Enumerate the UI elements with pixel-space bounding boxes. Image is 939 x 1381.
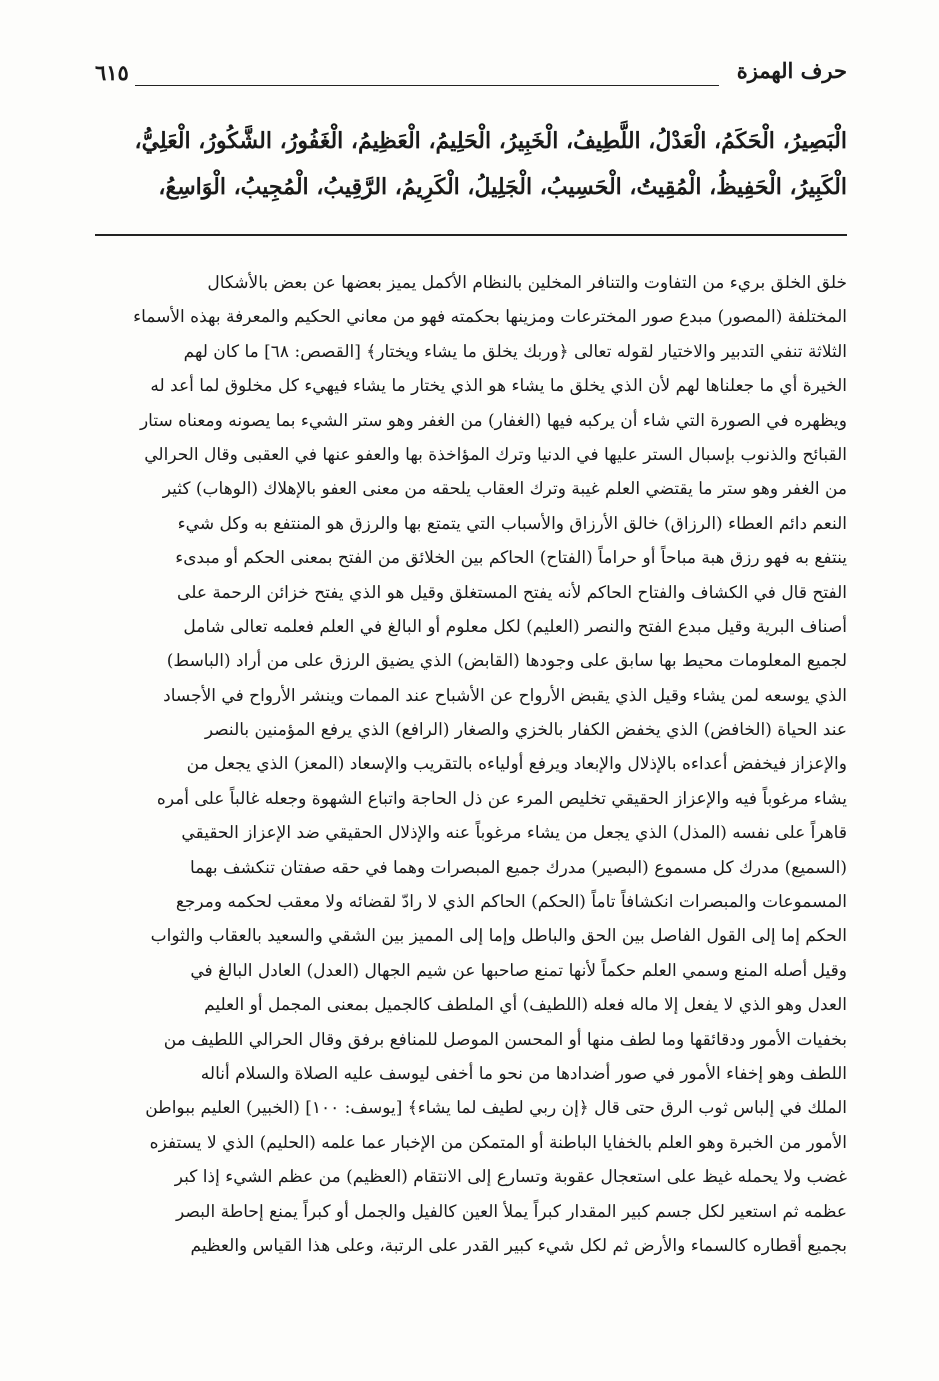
text-line: بخفيات الأمور ودقائقها وما لطف منها أو المحسن الموصل للمنافع برفق وقال الحرالي اللطيف من: [163, 1029, 847, 1050]
text-line: الفتح قال في الكشاف والفتاح الحاكم لأنه يفتح المستغلق وقيل هو الذي يفتح خزائن الرحمة على: [177, 582, 847, 603]
text-line: (السميع) مدرك كل مسموع (البصير) مدرك جميع المبصرات وهما في حقه صفتان تنكشف بهما: [190, 857, 847, 878]
text-line: الحكم إما إلى القول الفاصل بين الحق والباطل وإما إلى المميز بين الشقي والسعيد بالعقاب والثواب: [150, 926, 847, 947]
page-header: [95, 58, 847, 98]
text-line: المسموعات والمبصرات انكشافاً تاماً (الحكم) الحاكم الذي لا رادّ لقضائه ولا معقب لحكمه ومرجع: [175, 892, 847, 913]
text-line: عظمه ثم استعير لكل جسم كبير المقدار كبراً يملأ العين كالفيل والجمل أو كبراً يمنع إحاطة البصر: [176, 1201, 847, 1222]
text-line: يشاء مرغوباً فيه والإعزاز الحقيقي تخليص المرء عن ذل الحاجة واتباع الشهوة وجعله غالباً على أمره: [156, 788, 847, 809]
text-line: المختلفة (المصور) مبدع صور المخترعات ومزينها بحكمته فهو من معاني الحكيم والمعرفة بهذه الأسماء: [133, 307, 847, 328]
section-divider: [95, 234, 847, 236]
page-number: ٦١٥: [95, 60, 129, 85]
header-rule: [135, 85, 719, 86]
text-line: الخيرة أي ما جعلناها لهم لأن الذي يخلق ما يشاء هو الذي يختار ما يشاء فيهيء كل مخلوق لما أعد له: [150, 376, 847, 397]
text-line: وقيل أصله المنع وسمي العلم حكماً لأنها تمنع صاحبها عن شيم الجهال (العدل) العادل البالغ في: [190, 960, 847, 981]
text-line: غضب ولا يحمله غيظ على استعجال عقوبة وتسارع إلى الانتقام (العظيم) من عظم الشيء إذا كبر: [174, 1167, 847, 1188]
text-line: والإعزاز فيخفض أعداءه بالإذلال والإبعاد ويرفع أولياءه بالتقريب والإسعاد (المعز) الذي يجعل من: [186, 754, 847, 775]
text-line: القبائح والذنوب بإسبال الستر عليها في الدنيا وترك المؤاخذة بها والعفو عنها في العقبى وقال الحرالي: [144, 444, 847, 465]
text-line: الذي يوسعه لمن يشاء وقيل الذي يقبض الأرواح عن الأشباح عند الممات وينشر الأرواح في الأجساد: [163, 685, 847, 706]
text-line: الملك في إلباس ثوب الرق حتى قال ﴿إن ربي لطيف لما يشاء﴾ [يوسف: ١٠٠] (الخبير) العليم ببواطن: [145, 1098, 847, 1119]
names-line: الْكَبِيرُ، الْحَفِيظُ، الْمُقِيتُ، الْحَسِيبُ، الْجَلِيلُ، الْكَرِيمُ، الرَّقِيبُ، الْمُجِيبُ، الْوَاسِعُ،: [158, 174, 847, 200]
text-line: النعم دائم العطاء (الرزاق) خالق الأرزاق والأسباب التي يتمتع بها والرزق هو المنتفع به وكل شيء: [177, 513, 847, 534]
names-line: الْبَصِيرُ، الْحَكَمُ، الْعَدْلُ، اللَّطِيفُ، الْخَبِيرُ، الْحَلِيمُ، الْعَظِيمُ، الْغَفُورُ، الشَّكُورُ، الْعَلِيُّ،: [134, 128, 847, 154]
names-list: [95, 118, 847, 210]
text-line: من الغفر وهو ستر ما يقتضي العلم غيبة وترك العقاب يلحقه من معنى العفو بالإهلاك (الوهاب) كثير: [162, 479, 847, 500]
text-line: ينتفع به فهو رزق هبة مباحاً أو حراماً (الفتاح) الحاكم بين الخلائق من الفتح بمعنى الحكم أو مبدىء: [175, 548, 847, 569]
text-line: اللطف وهو إخفاء الأمور في صور أضدادها من نحو ما أخفى ليوسف عليه الصلاة والسلام أناله: [200, 1063, 847, 1084]
text-line: خلق الخلق بريء من التفاوت والتنافر المخلين بالنظام الأكمل يميز بعضها عن بعض بالأشكال: [207, 273, 847, 293]
commentary-text: [95, 266, 847, 1263]
text-line: الثلاثة تنفي التدبير والاختيار لقوله تعالى ﴿وربك يخلق ما يشاء ويختار﴾ [القصص: ٦٨] ما كان لهم: [183, 341, 847, 362]
text-line: الأمور من الخبرة وهو العلم بالخفايا الباطنة أو المتمكن من الإخبار عما علمه (الحليم) الذي لا يستفزه: [149, 1132, 847, 1153]
text-line: قاهراً على نفسه (المذل) الذي يجعل من يشاء مرغوباً عنه والإذلال الحقيقي ضد الإعزاز الحقيقي: [181, 823, 847, 844]
text-line: العدل وهو الذي لا يفعل إلا ماله فعله (اللطيف) أي الملطف كالجميل بمعنى المجمل أو العليم: [204, 995, 847, 1016]
text-line: أصناف البرية وقيل مبدع الفتح والنصر (العليم) لكل معلوم أو البالغ في العلم فعلمه تعالى شامل: [183, 616, 847, 637]
chapter-title: حرف الهمزة: [736, 58, 847, 83]
text-line: بجميع أقطاره كالسماء والأرض ثم لكل شيء كبير القدر على الرتبة، وعلى هذا القياس والعظيم: [190, 1235, 847, 1256]
text-line: ويظهره في الصورة التي شاء أن يركبه فيها (الغفار) من الغفر وهو ستر الشيء بما يصونه ومعناه ستار: [139, 410, 847, 431]
text-line: لجميع المعلومات محيط بها سابق على وجودها (القابض) الذي يضيق الرزق على من أراد (الباسط): [166, 651, 847, 672]
text-line: عند الحياة (الخافض) الذي يخفض الكفار بالخزي والصغار (الرافع) الذي يرفع المؤمنين بالنصر: [204, 720, 847, 741]
